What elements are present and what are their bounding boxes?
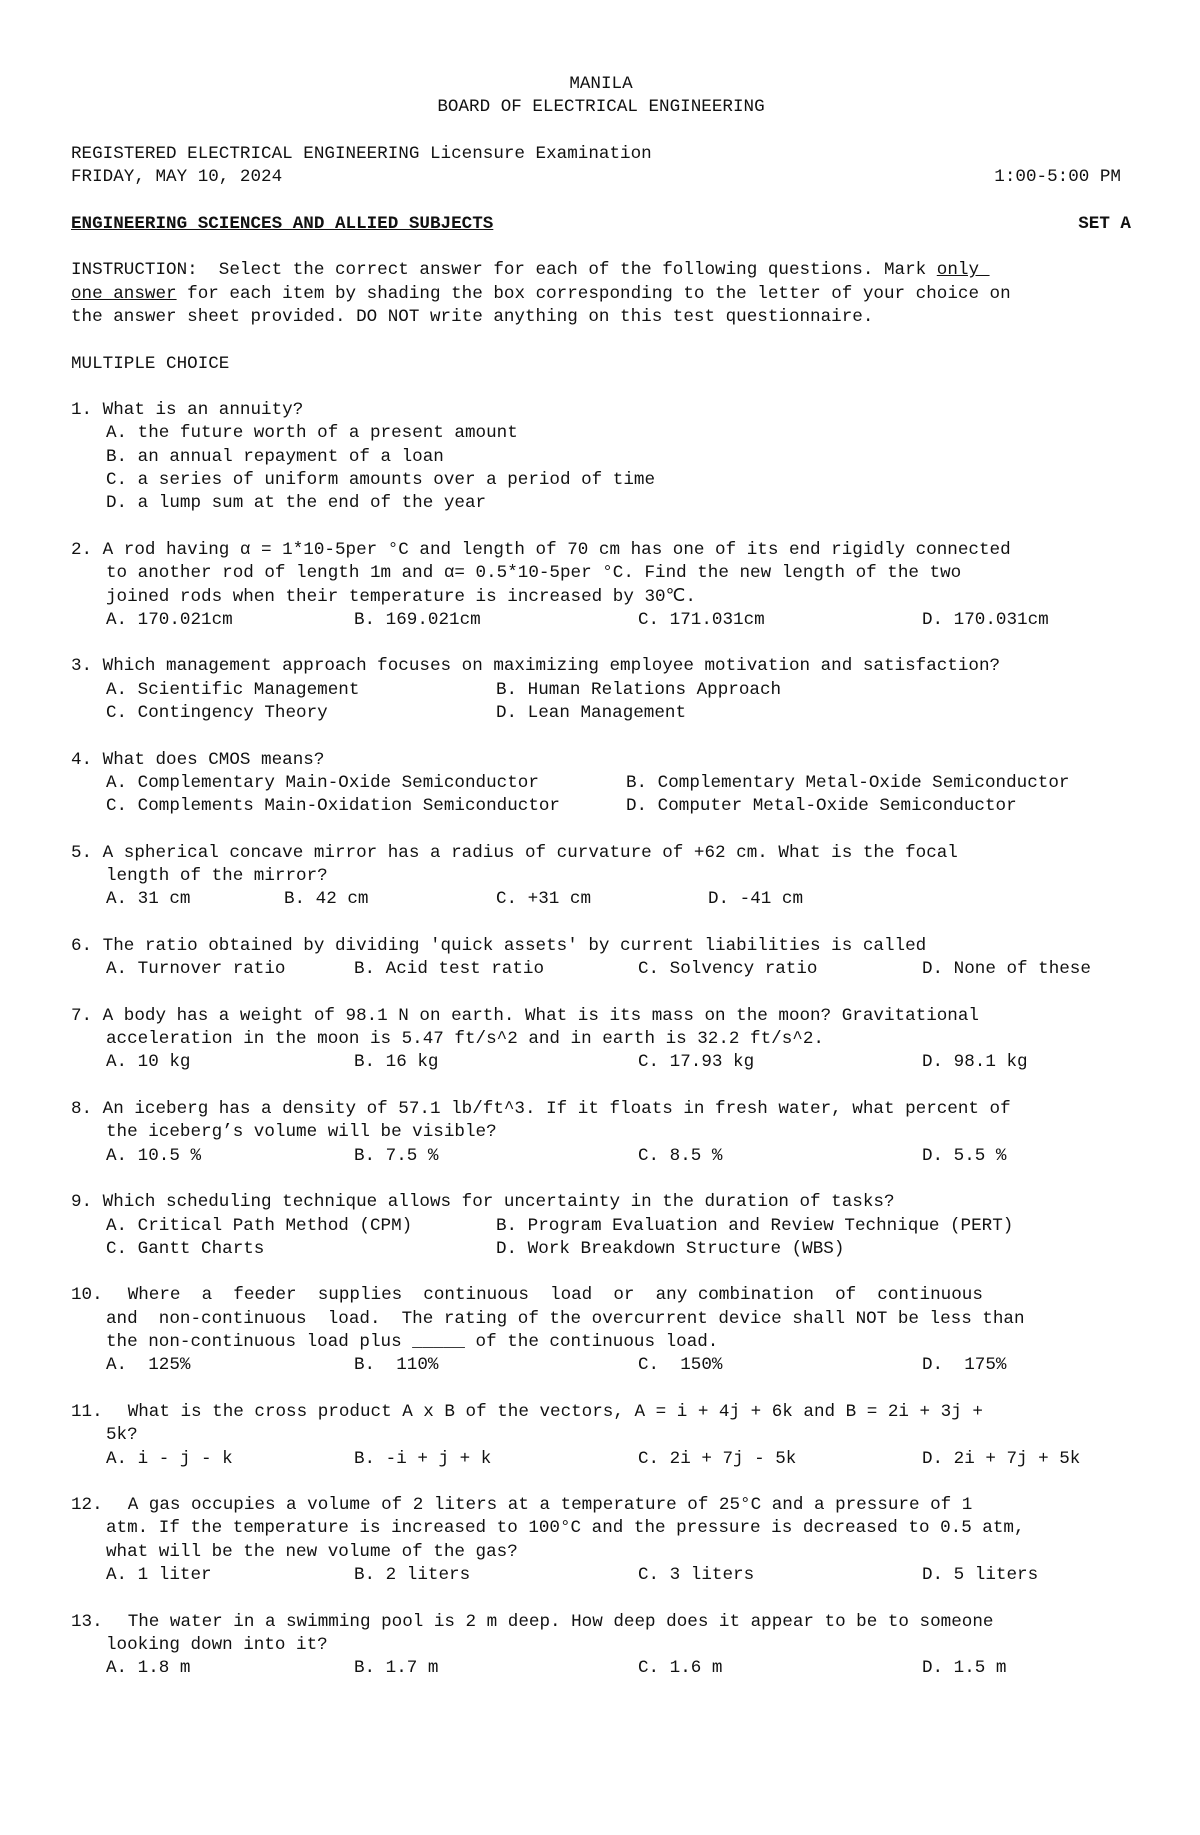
option-c: C. Contingency Theory <box>106 703 328 724</box>
section-title: MULTIPLE CHOICE <box>71 353 230 374</box>
option-d: D. Work Breakdown Structure (WBS) <box>496 1238 845 1259</box>
option-c: C. 2i + 7j - 5k <box>638 1448 797 1469</box>
option-a: A. 31 cm <box>106 889 191 910</box>
option-a: A. Scientific Management <box>106 679 360 700</box>
question-3: 3. Which management approach focuses on maximizing employee motivation and satisfaction? A. Scientific Management B. Human Relations Approach C. Contingency Theory D. Lean Management <box>71 655 1131 725</box>
option-c: C. 8.5 % <box>638 1145 723 1166</box>
option-b: B. Acid test ratio <box>354 959 545 980</box>
option-a: A. 170.021cm <box>106 609 233 630</box>
option-a: A. Complementary Main-Oxide Semiconductor <box>106 772 539 793</box>
question-1: 1. What is an annuity? A. the future worth of a present amount B. an annual repayment of a loan C. a series of uniform amounts over a period of time D. a lump sum at the end of the year <box>71 399 1131 515</box>
exam-title: REGISTERED ELECTRICAL ENGINEERING Licensure Examination <box>71 143 652 164</box>
question-8: 8. An iceberg has a density of 57.1 lb/ft^3. If it floats in fresh water, what percent of the iceberg’s volume will be visible? A. 10.5 % B. 7.5 % C. 8.5 % D. 5.5 % <box>71 1098 1131 1168</box>
option-d: D. 5.5 % <box>922 1145 1007 1166</box>
question-10: 10. Where a feeder supplies continuous load or any combination of continuous and non-continuous load. The rating of the overcurrent device shall NOT be less than the non-continuous load plus _____ of the continuous load. A. 125% B. 110% C. 150% D. 175% <box>71 1284 1131 1377</box>
option-c: C. 17.93 kg <box>638 1052 755 1073</box>
option-b: B. an annual repayment of a loan <box>106 446 444 467</box>
option-b: B. Complementary Metal-Oxide Semiconductor <box>626 772 1070 793</box>
question-12: 12. A gas occupies a volume of 2 liters at a temperature of 25°C and a pressure of 1 atm. If the temperature is increased to 100°C and the pressure is decreased to 0.5 atm, what will be the new volume of the gas? A. 1 liter B. 2 liters C. 3 liters D. 5 liters <box>71 1494 1131 1587</box>
options-row <box>71 609 1131 632</box>
option-a: A. Turnover ratio <box>106 959 286 980</box>
option-b: B. 7.5 % <box>354 1145 439 1166</box>
header-city: MANILA <box>569 74 633 94</box>
option-a: A. 10.5 % <box>106 1145 202 1166</box>
option-c: C. Gantt Charts <box>106 1238 265 1259</box>
set-label: SET A <box>1078 213 1131 234</box>
option-b: B. 169.021cm <box>354 609 481 630</box>
option-c: C. 3 liters <box>638 1565 755 1585</box>
option-a: A. 1 liter <box>106 1565 212 1585</box>
option-d: D. 175% <box>922 1355 1007 1376</box>
option-d: D. 98.1 kg <box>922 1052 1028 1073</box>
option-b: B. 16 kg <box>354 1052 439 1073</box>
option-c: C. 150% <box>638 1355 723 1376</box>
option-b: B. 1.7 m <box>354 1658 439 1679</box>
question-13: 13. The water in a swimming pool is 2 m deep. How deep does it appear to be to someone looking down into it? A. 1.8 m B. 1.7 m C. 1.6 m D. 1.5 m <box>71 1611 1131 1681</box>
option-c: C. 171.031cm <box>638 609 765 630</box>
option-d: D. a lump sum at the end of the year <box>106 493 487 514</box>
option-c: C. +31 cm <box>496 889 592 910</box>
option-d: D. 170.031cm <box>922 609 1049 630</box>
option-a: A. the future worth of a present amount <box>106 423 518 444</box>
option-a: A. 1.8 m <box>106 1658 191 1679</box>
instruction-block: INSTRUCTION: Select the correct answer for each of the following questions. Mark only one answer for each item by shading the box corresponding to the letter of your choice on the answer sheet provided. DO NOT write anything on this test questionnaire. <box>71 260 1011 327</box>
option-a: A. 125% <box>106 1355 191 1376</box>
option-d: D. Lean Management <box>496 703 687 724</box>
date-time-row <box>71 166 1131 189</box>
exam-time: 1:00-5:00 PM <box>994 167 1121 188</box>
option-b: B. 2 liters <box>354 1565 471 1585</box>
header-board: BOARD OF ELECTRICAL ENGINEERING <box>437 97 765 118</box>
question-11: 11. What is the cross product A x B of the vectors, A = i + 4j + 6k and B = 2i + 3j + 5k? A. i - j - k B. -i + j + k C. 2i + 7j - 5k D. 2i + 7j + 5k <box>71 1401 1131 1471</box>
question-9: 9. Which scheduling technique allows for uncertainty in the duration of tasks? A. Critical Path Method (CPM) B. Program Evaluation and Review Technique (PERT) C. Gantt Charts D. Work Breakdown Structure (WBS) <box>71 1191 1131 1261</box>
option-b: B. -i + j + k <box>354 1448 492 1469</box>
option-c: C. Solvency ratio <box>638 959 818 980</box>
question-2: 2. A rod having α = 1*10-5per °C and length of 70 cm has one of its end rigidly connected to another rod of length 1m and α= 0.5*10-5per °C. Find the new length of the two joined rods when their temperature is increased by 30℃. A. 170.021cm B. 169.021cm C. 171.031cm D. 170.031cm <box>71 539 1131 632</box>
separator-line <box>71 189 1131 212</box>
option-c: C. Complements Main-Oxidation Semiconductor <box>106 796 560 817</box>
option-b: B. Program Evaluation and Review Technique (PERT) <box>496 1215 1014 1236</box>
question-5: 5. A spherical concave mirror has a radius of curvature of +62 cm. What is the focal length of the mirror? A. 31 cm B. 42 cm C. +31 cm D. -41 cm <box>71 842 1131 912</box>
option-b: B. 110% <box>354 1355 439 1376</box>
option-a: A. 10 kg <box>106 1052 191 1073</box>
subject-title: ENGINEERING SCIENCES AND ALLIED SUBJECTS <box>71 213 494 234</box>
question-6: 6. The ratio obtained by dividing 'quick assets' by current liabilities is called A. Turnover ratio B. Acid test ratio C. Solvency ratio D. None of these <box>71 935 1131 982</box>
question-4: 4. What does CMOS means? A. Complementary Main-Oxide Semiconductor B. Complementary Metal-Oxide Semiconductor C. Complements Main-Oxidation Semiconductor D. Computer Metal-Oxide Semiconductor <box>71 749 1131 819</box>
option-b: B. 42 cm <box>284 889 369 910</box>
option-d: D. 1.5 m <box>922 1658 1007 1679</box>
exam-date: FRIDAY, MAY 10, 2024 <box>71 167 283 188</box>
question-7: 7. A body has a weight of 98.1 N on earth. What is its mass on the moon? Gravitational acceleration in the moon is 5.47 ft/s^2 and in earth is 32.2 ft/s^2. A. 10 kg B. 16 kg C. 17.93 kg D. 98.1 kg <box>71 1005 1131 1075</box>
option-d: D. 5 liters <box>922 1565 1039 1585</box>
option-d: D. 2i + 7j + 5k <box>922 1448 1081 1469</box>
exam-page <box>71 73 1131 1704</box>
option-d: D. Computer Metal-Oxide Semiconductor <box>626 796 1017 817</box>
option-d: D. -41 cm <box>708 889 804 910</box>
option-c: C. 1.6 m <box>638 1658 723 1679</box>
option-a: A. Critical Path Method (CPM) <box>106 1215 413 1236</box>
option-d: D. None of these <box>922 959 1091 980</box>
subject-row <box>71 213 1131 236</box>
option-b: B. Human Relations Approach <box>496 679 782 700</box>
option-c: C. a series of uniform amounts over a period of time <box>106 470 656 491</box>
option-a: A. i - j - k <box>106 1448 233 1469</box>
